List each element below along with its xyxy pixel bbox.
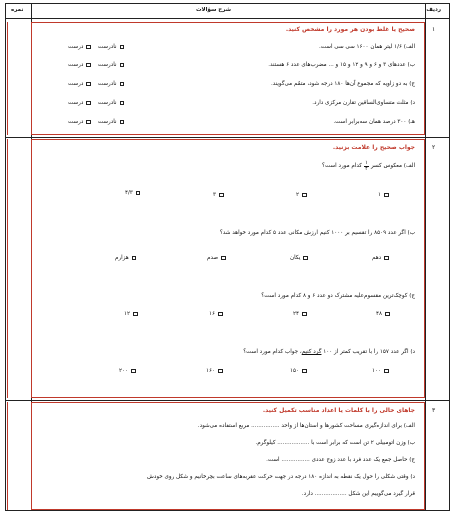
false-checkbox[interactable] <box>120 45 125 50</box>
false-label: نادرست <box>97 81 117 87</box>
q1-d-answers <box>68 100 124 106</box>
option-label: ۱۵۰ <box>290 368 300 374</box>
q2-a-fraction <box>364 161 369 172</box>
question-2-title: جواب صحیح را علامت بزنید. <box>332 144 415 151</box>
q1-e-answers <box>68 119 124 125</box>
true-checkbox[interactable] <box>86 45 91 50</box>
q2-a-prefix: الف) معکوس کسر <box>370 163 415 170</box>
q3-item-d: د) وقتی شکلی را حول یک نقطه به اندازه ۱۸۰ درجه در جهت حرکت عقربه‌های ساعت بچرخانیم و شکل روی خودش <box>147 474 415 480</box>
option-checkbox[interactable] <box>384 193 389 198</box>
row-separator <box>6 137 449 138</box>
option-label: ۱ <box>378 192 382 198</box>
q1-c-answers <box>68 81 124 87</box>
table-header <box>6 4 449 19</box>
q2-a-option-2 <box>296 192 307 198</box>
exam-sheet <box>5 3 450 511</box>
false-checkbox[interactable] <box>120 120 125 125</box>
q2-c-option-1 <box>376 311 390 317</box>
option-checkbox[interactable] <box>131 369 136 374</box>
q2-d-text-after: ، جواب کدام مورد است؟ <box>243 349 302 355</box>
option-checkbox[interactable] <box>384 369 389 374</box>
q2-a-option-4 <box>125 190 140 196</box>
option-label: ۴۸ <box>376 311 383 317</box>
true-label: درست <box>68 119 84 125</box>
fraction-denominator: ۴ <box>365 165 368 172</box>
question-3-number: ۳ <box>432 407 436 414</box>
true-label: درست <box>68 44 84 50</box>
q2-part-a-text <box>322 161 415 172</box>
score-cell-frame <box>7 402 8 510</box>
q1-a-answers <box>68 44 124 50</box>
true-label: درست <box>68 62 84 68</box>
q2-b-option-3 <box>207 255 226 261</box>
true-label: درست <box>68 100 84 106</box>
row-number-header: ردیف <box>426 7 441 13</box>
option-checkbox[interactable] <box>385 312 390 317</box>
score-header: نمره <box>11 7 24 13</box>
q3-item-a: الف) برای اندازه‌گیری مساحت کشورها و استان‌ها از واحد ................ مربع استفاده می‌شود. <box>197 423 415 429</box>
q2-d-option-3 <box>206 368 223 374</box>
option-checkbox[interactable] <box>218 312 223 317</box>
q2-c-option-3 <box>209 311 223 317</box>
q3-item-c: ج) حاصل جمع یک عدد فرد با عدد زوج عددی ................ است. <box>266 457 415 463</box>
true-checkbox[interactable] <box>86 82 91 87</box>
q1-item-b: ب) عددهای ۳ و ۶ و ۹ و ۱۲ و ۱۵ و ... مضرب‌های عدد ۶ هستند. <box>268 62 415 68</box>
questions-header: شرح سؤالات <box>196 7 232 13</box>
option-label: ۱۶ <box>209 311 216 317</box>
option-label: ۴/۳ <box>125 190 133 196</box>
q2-c-option-2 <box>293 311 307 317</box>
option-checkbox[interactable] <box>218 369 223 374</box>
true-label: درست <box>68 81 84 87</box>
option-checkbox[interactable] <box>136 191 141 196</box>
question-3-title: جاهای خالی را با کلمات یا اعداد مناسب تکمیل کنید. <box>262 407 415 414</box>
true-checkbox[interactable] <box>86 63 91 68</box>
option-checkbox[interactable] <box>302 312 307 317</box>
option-checkbox[interactable] <box>221 256 226 261</box>
option-label: ۱۶۰ <box>206 368 216 374</box>
question-2-frame <box>31 139 425 398</box>
option-checkbox[interactable] <box>219 193 224 198</box>
row-column-divider <box>425 4 426 510</box>
q1-item-d: د) مثلث متساوی‌الساقین تقارن مرکزی دارد. <box>312 100 415 106</box>
true-checkbox[interactable] <box>86 101 91 106</box>
option-checkbox[interactable] <box>302 369 307 374</box>
q3-item-b: ب) وزن اتومبیلی ۲ تن است که برابر است با .................. کیلوگرم. <box>255 440 415 446</box>
false-checkbox[interactable] <box>120 82 125 87</box>
q2-d-text-before: د) اگر عدد ۱۵۷ را با تقریب کمتر از ۱۰۰ <box>323 349 415 355</box>
fraction-numerator: ۱ <box>365 160 368 166</box>
q2-a-option-3 <box>213 192 224 198</box>
q2-d-option-1 <box>372 368 389 374</box>
option-label: ۱۰۰ <box>372 368 382 374</box>
option-label: هزارم <box>115 255 129 261</box>
false-label: نادرست <box>97 44 117 50</box>
q2-part-c-text: ج) کوچک‌ترین مقسوم‌علیه مشترک دو عدد ۶ و ۸ کدام مورد است؟ <box>261 293 415 299</box>
option-label: یکان <box>290 255 301 261</box>
false-checkbox[interactable] <box>120 63 125 68</box>
true-checkbox[interactable] <box>86 120 91 125</box>
q2-a-option-1 <box>378 192 389 198</box>
row-separator <box>6 400 449 401</box>
q2-part-d-text <box>243 349 415 355</box>
q2-a-suffix: کدام مورد است؟ <box>322 163 362 170</box>
option-checkbox[interactable] <box>384 256 389 261</box>
question-1-number: ۱ <box>432 26 436 33</box>
option-checkbox[interactable] <box>303 256 308 261</box>
false-label: نادرست <box>97 119 117 125</box>
option-label: ۳ <box>213 192 217 198</box>
option-label: ۱۲ <box>124 311 131 317</box>
q1-item-e: هـ) ۳۰۰ درصد همان سه‌برابر است. <box>333 119 415 125</box>
question-1-title: صحیح یا غلط بودن هر مورد را مشخص کنید. <box>285 26 415 33</box>
option-checkbox[interactable] <box>133 312 138 317</box>
false-label: نادرست <box>97 62 117 68</box>
q2-b-option-2 <box>290 255 308 261</box>
option-label: دهم <box>372 255 382 261</box>
q1-b-answers <box>68 62 124 68</box>
q2-part-b-text: ب) اگر عدد ۸۵۰۹ را تقسیم بر ۱۰۰۰ کنیم ارزش مکانی عدد ۵ کدام مورد خواهد شد؟ <box>219 230 415 236</box>
option-label: ۲۴ <box>293 311 300 317</box>
option-checkbox[interactable] <box>302 193 307 198</box>
q3-item-d-continued: قرار گیرد می‌گوییم این شکل .................. دارد. <box>301 491 415 497</box>
q2-b-option-4 <box>115 255 136 261</box>
option-label: صدم <box>207 255 219 261</box>
q1-item-a: الف) ۱/۶ لیتر همان ۱۶۰۰ سی سی است. <box>319 44 415 50</box>
score-cell-frame <box>7 139 8 398</box>
q1-item-c: ج) به دو زاویه که مجموع آن‌ها ۱۸۰ درجه شود، متمّم می‌گویند. <box>270 81 415 87</box>
question-2-number: ۲ <box>432 144 436 151</box>
q2-d-option-4 <box>119 368 136 374</box>
q2-c-option-4 <box>124 311 138 317</box>
q2-d-option-2 <box>290 368 307 374</box>
option-checkbox[interactable] <box>132 256 137 261</box>
false-checkbox[interactable] <box>120 101 125 106</box>
q2-d-underlined: گرد کنیم <box>301 349 322 355</box>
option-label: ۲۰۰ <box>119 368 129 374</box>
score-cell-frame <box>7 22 8 135</box>
false-label: نادرست <box>97 100 117 106</box>
q2-b-option-1 <box>372 255 389 261</box>
option-label: ۲ <box>296 192 300 198</box>
